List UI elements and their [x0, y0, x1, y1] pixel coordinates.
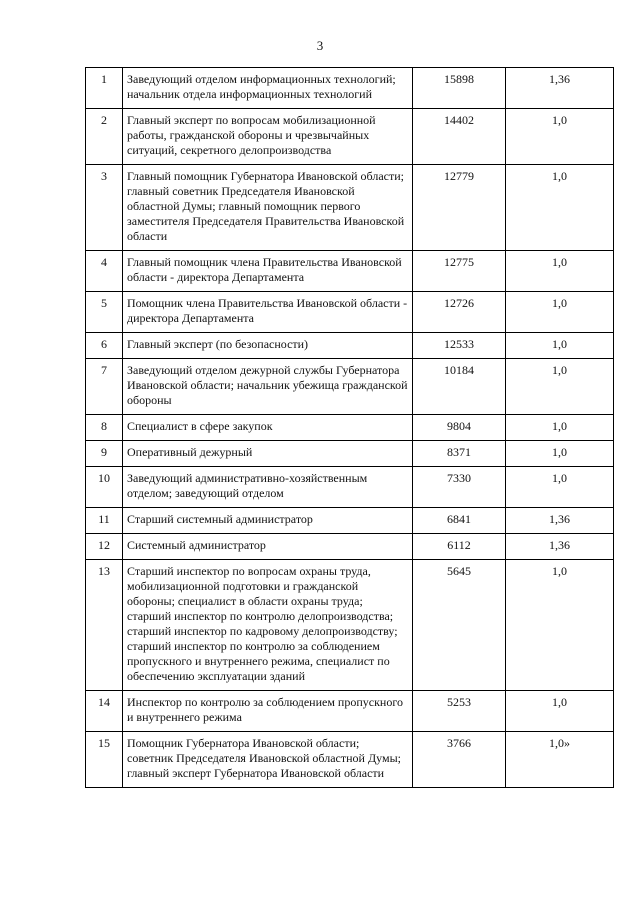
coefficient: 1,0 — [506, 165, 614, 251]
coefficient: 1,0 — [506, 292, 614, 333]
salary-value: 12533 — [413, 333, 506, 359]
table-row — [86, 165, 614, 251]
position-title: Системный администратор — [123, 534, 413, 560]
coefficient: 1,0 — [506, 415, 614, 441]
row-number: 15 — [86, 732, 123, 788]
salary-value: 12779 — [413, 165, 506, 251]
salary-value: 12775 — [413, 251, 506, 292]
coefficient: 1,0 — [506, 467, 614, 508]
table-row — [86, 333, 614, 359]
table-row — [86, 691, 614, 732]
position-title: Главный помощник члена Правительства Ивановской области - директора Департамента — [123, 251, 413, 292]
row-number: 10 — [86, 467, 123, 508]
position-title: Специалист в сфере закупок — [123, 415, 413, 441]
coefficient: 1,0 — [506, 333, 614, 359]
table-row — [86, 467, 614, 508]
table-row — [86, 534, 614, 560]
row-number: 3 — [86, 165, 123, 251]
row-number: 7 — [86, 359, 123, 415]
coefficient: 1,0» — [506, 732, 614, 788]
row-number: 4 — [86, 251, 123, 292]
row-number: 1 — [86, 68, 123, 109]
table-row — [86, 415, 614, 441]
table-row — [86, 732, 614, 788]
salary-value: 6841 — [413, 508, 506, 534]
coefficient: 1,0 — [506, 560, 614, 691]
position-title: Заведующий отделом дежурной службы Губернатора Ивановской области; начальник убежища гражданской обороны — [123, 359, 413, 415]
row-number: 12 — [86, 534, 123, 560]
table-row — [86, 251, 614, 292]
coefficient: 1,0 — [506, 251, 614, 292]
table-row — [86, 68, 614, 109]
salary-value: 7330 — [413, 467, 506, 508]
table-row — [86, 109, 614, 165]
coefficient: 1,0 — [506, 109, 614, 165]
table-row — [86, 560, 614, 691]
salary-table-body — [86, 68, 614, 788]
position-title: Оперативный дежурный — [123, 441, 413, 467]
row-number: 13 — [86, 560, 123, 691]
position-title: Инспектор по контролю за соблюдением пропускного и внутреннего режима — [123, 691, 413, 732]
salary-value: 3766 — [413, 732, 506, 788]
position-title: Главный помощник Губернатора Ивановской области; главный советник Председателя Ивановской областной Думы; главный помощник первого заместителя Председателя Правительства Ивановской области — [123, 165, 413, 251]
table-row — [86, 359, 614, 415]
position-title: Заведующий административно-хозяйственным отделом; заведующий отделом — [123, 467, 413, 508]
row-number: 11 — [86, 508, 123, 534]
salary-value: 12726 — [413, 292, 506, 333]
row-number: 6 — [86, 333, 123, 359]
row-number: 5 — [86, 292, 123, 333]
position-title: Помощник Губернатора Ивановской области; советник Председателя Ивановской областной Думы; главный эксперт Губернатора Ивановской области — [123, 732, 413, 788]
table-row — [86, 441, 614, 467]
position-title: Заведующий отделом информационных технологий; начальник отдела информационных технологий — [123, 68, 413, 109]
position-title: Старший системный администратор — [123, 508, 413, 534]
coefficient: 1,36 — [506, 68, 614, 109]
salary-value: 5645 — [413, 560, 506, 691]
row-number: 8 — [86, 415, 123, 441]
salary-value: 9804 — [413, 415, 506, 441]
row-number: 2 — [86, 109, 123, 165]
row-number: 9 — [86, 441, 123, 467]
salary-value: 15898 — [413, 68, 506, 109]
coefficient: 1,36 — [506, 508, 614, 534]
page-number: 3 — [316, 38, 324, 53]
salary-table — [85, 67, 614, 788]
salary-value: 8371 — [413, 441, 506, 467]
salary-value: 6112 — [413, 534, 506, 560]
coefficient: 1,36 — [506, 534, 614, 560]
salary-value: 5253 — [413, 691, 506, 732]
position-title: Главный эксперт (по безопасности) — [123, 333, 413, 359]
table-row — [86, 292, 614, 333]
salary-value: 10184 — [413, 359, 506, 415]
row-number: 14 — [86, 691, 123, 732]
position-title: Старший инспектор по вопросам охраны труда, мобилизационной подготовки и гражданской обороны; специалист в области охраны труда; старший инспектор по контролю делопроизводства; старший инспектор по кадровому делопроизводству; старший инспектор по контролю за соблюдением пропускного и внутреннего режима, специалист по обеспечению эксплуатации зданий — [123, 560, 413, 691]
coefficient: 1,0 — [506, 359, 614, 415]
table-row — [86, 508, 614, 534]
salary-value: 14402 — [413, 109, 506, 165]
coefficient: 1,0 — [506, 441, 614, 467]
position-title: Помощник члена Правительства Ивановской области - директора Департамента — [123, 292, 413, 333]
position-title: Главный эксперт по вопросам мобилизационной работы, гражданской обороны и чрезвычайных ситуаций, секретного делопроизводства — [123, 109, 413, 165]
coefficient: 1,0 — [506, 691, 614, 732]
